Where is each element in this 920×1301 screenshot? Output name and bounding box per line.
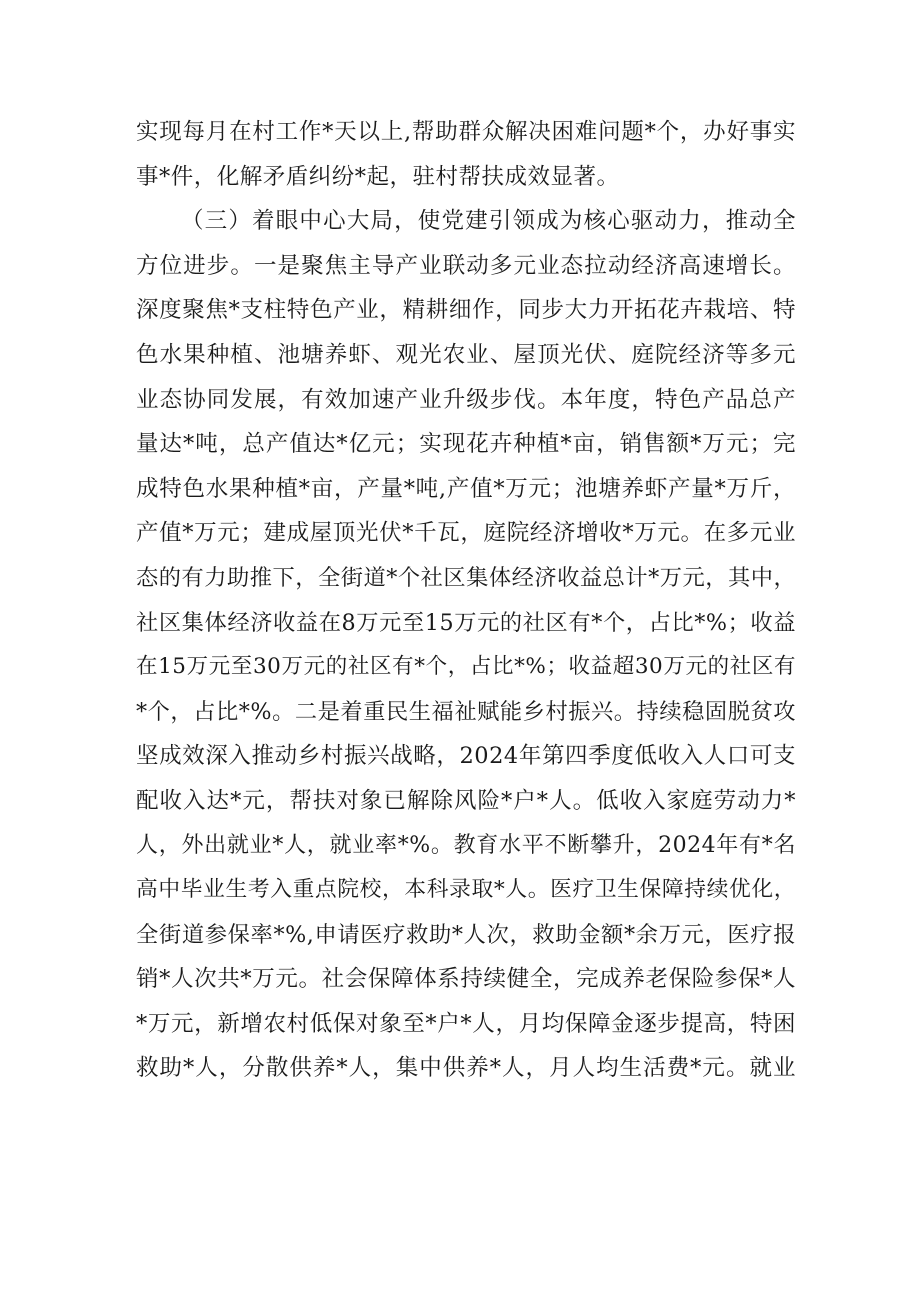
text-line-6: 色水果种植、池塘养虾、观光农业、屋顶光伏、庭院经济等多元: [136, 341, 796, 368]
text-line-1: 实现每月在村工作*天以上,帮助群众解决困难问题*个，办好事实: [136, 119, 796, 145]
text-line-3: （三）着眼中心大局，使党建引领成为核心驱动力，推动全: [181, 208, 796, 235]
text-line-22: 救助*人，分散供养*人，集中供养*人，月人均生活费*元。就业: [136, 1055, 796, 1082]
text-line-16: 配收入达*元，帮扶对象已解除风险*户*人。低收入家庭劳动力*: [136, 787, 796, 814]
text-line-20: 销*人次共*万元。社会保障体系持续健全，完成养老保险参保*人: [136, 966, 796, 993]
text-line-13: 在15万元至30万元的社区有*个，占比*%；收益超30万元的社区有: [136, 654, 796, 680]
text-line-9: 成特色水果种植*亩，产量*吨,产值*万元；池塘养虾产量*万斤，: [136, 475, 796, 502]
text-line-11: 态的有力助推下，全街道*个社区集体经济收益总计*万元，其中，: [136, 564, 797, 591]
text-line-18: 高中毕业生考入重点院校，本科录取*人。医疗卫生保障持续优化，: [136, 877, 796, 903]
text-line-21: *万元，新增农村低保对象至*户*人，月均保障金逐步提高，特困: [136, 1010, 796, 1037]
text-line-4: 方位进步。一是聚焦主导产业联动多元业态拉动经济高速增长。: [136, 252, 796, 279]
text-line-14: *个，占比*%。二是着重民生福祉赋能乡村振兴。持续稳固脱贫攻: [136, 698, 796, 725]
text-line-15: 坚成效深入推动乡村振兴战略，2024年第四季度低收入人口可支: [136, 743, 796, 770]
text-line-10: 产值*万元；建成屋顶光伏*千瓦，庭院经济增收*万元。在多元业: [136, 520, 796, 547]
document-body: [136, 110, 796, 1091]
text-line-2: 事*件，化解矛盾纠纷*起，驻村帮扶成效显著。: [136, 163, 620, 190]
text-line-7: 业态协同发展，有效加速产业升级步伐。本年度，特色产品总产: [136, 386, 796, 413]
text-line-5: 深度聚焦*支柱特色产业，精耕细作，同步大力开拓花卉栽培、特: [136, 297, 796, 324]
text-line-8: 量达*吨，总产值达*亿元；实现花卉种植*亩，销售额*万元；完: [136, 431, 796, 458]
text-line-19: 全街道参保率*%,申请医疗救助*人次，救助金额*余万元，医疗报: [136, 921, 796, 948]
text-line-17: 人，外出就业*人，就业率*%。教育水平不断攀升，2024年有*名: [136, 832, 796, 858]
text-line-12: 社区集体经济收益在8万元至15万元的社区有*个，占比*%；收益: [136, 609, 796, 636]
